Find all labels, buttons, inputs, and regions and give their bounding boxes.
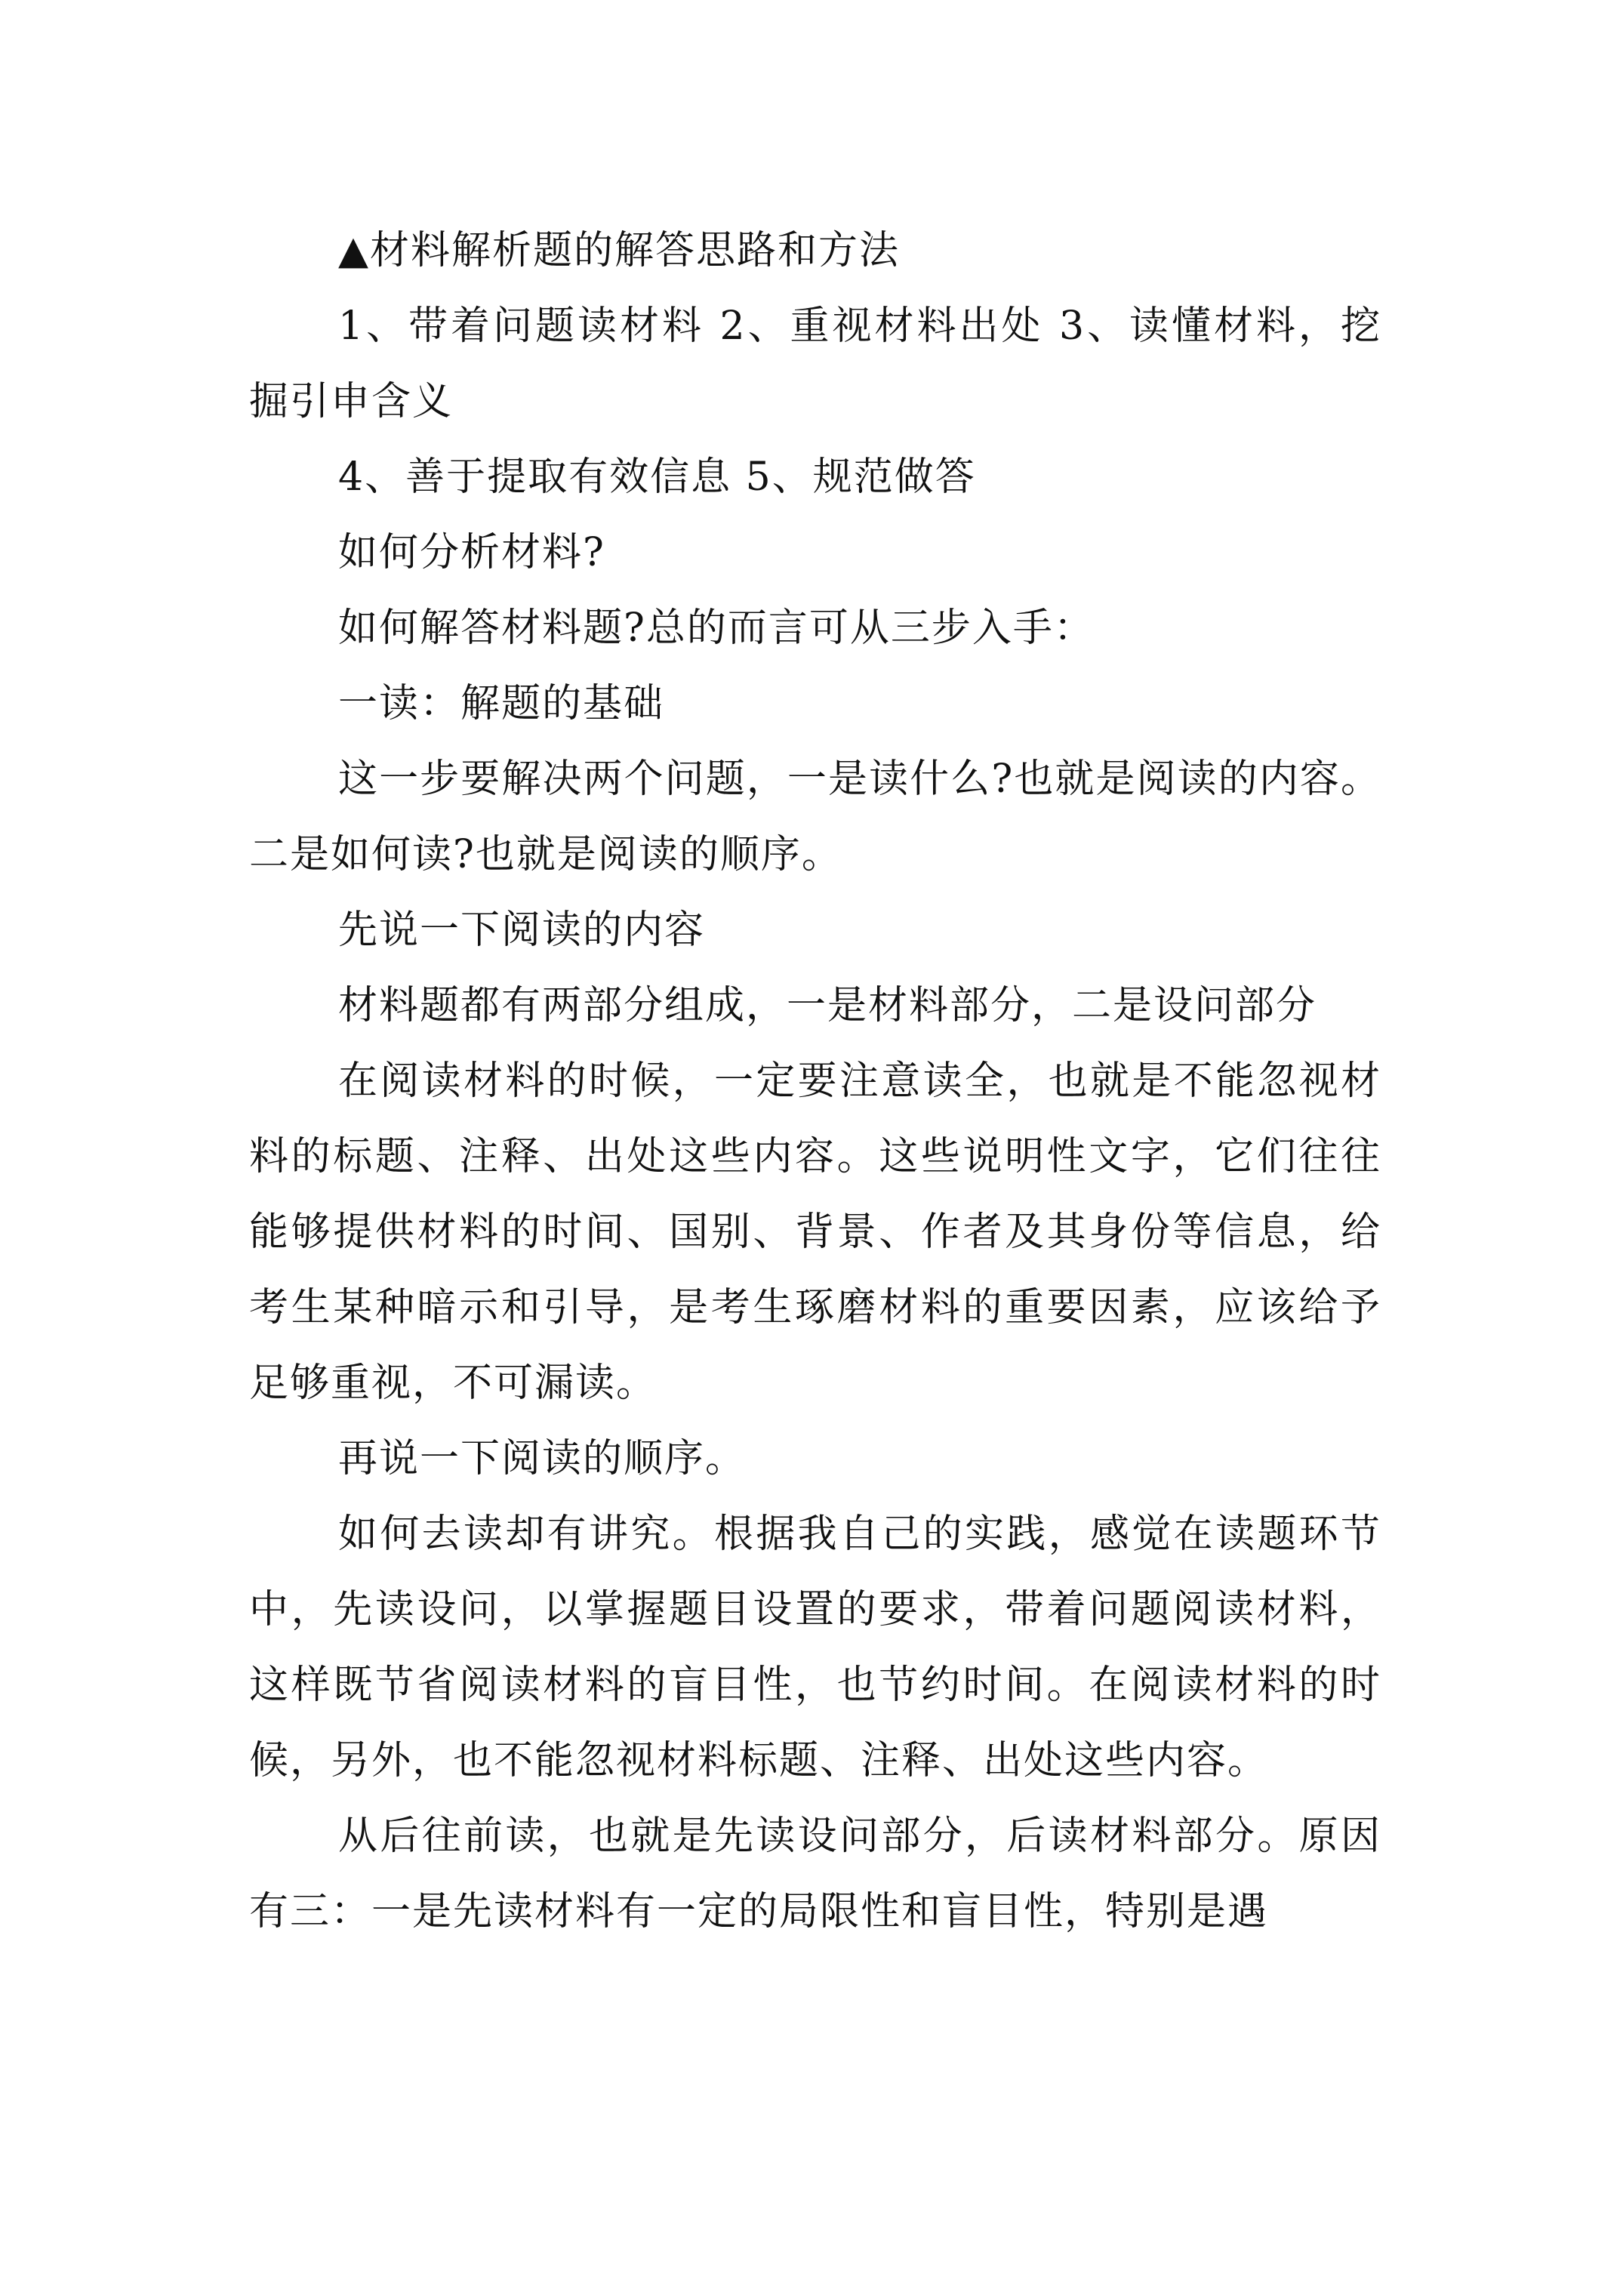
paragraph: 1、带着问题读材料 2、重视材料出处 3、读懂材料，挖掘引申含义 [249, 304, 1381, 424]
paragraph: 材料题都有两部分组成，一是材料部分，二是设问部分 [338, 983, 1317, 1028]
section-heading: ▲材料解析题的解答思路和方法 [338, 228, 900, 273]
paragraph: 4、善于提取有效信息 5、规范做答 [338, 455, 976, 500]
paragraph: 这一步要解决两个问题，一是读什么?也就是阅读的内容。二是如何读?也就是阅读的顺序。 [249, 757, 1381, 877]
paragraph: 从后往前读，也就是先读设问部分，后读材料部分。原因有三：一是先读材料有一定的局限性和盲目性，特别是遇 [249, 1814, 1381, 1934]
paragraph: 如何分析材料? [338, 530, 605, 575]
paragraph: 一读：解题的基础 [338, 681, 665, 726]
paragraph: 再说一下阅读的顺序。 [338, 1436, 747, 1481]
paragraph: 如何解答材料题?总的而言可从三步入手： [338, 606, 1095, 651]
paragraph: 在阅读材料的时候，一定要注意读全，也就是不能忽视材料的标题、注释、出处这些内容。这些说明性文字，它们往往能够提供材料的时间、国别、背景、作者及其身份等信息，给考生某种暗示和引导，是考生琢磨材料的重要因素，应该给予足够重视，不可漏读。 [249, 1059, 1381, 1406]
paragraph: 如何去读却有讲究。根据我自己的实践，感觉在读题环节中，先读设问，以掌握题目设置的要求，带着问题阅读材料，这样既节省阅读材料的盲目性，也节约时间。在阅读材料的时候，另外，也不能忽视材料标题、注释、出处这些内容。 [249, 1512, 1381, 1783]
paragraph: 先说一下阅读的内容 [338, 908, 706, 953]
document-body [249, 213, 1381, 1949]
